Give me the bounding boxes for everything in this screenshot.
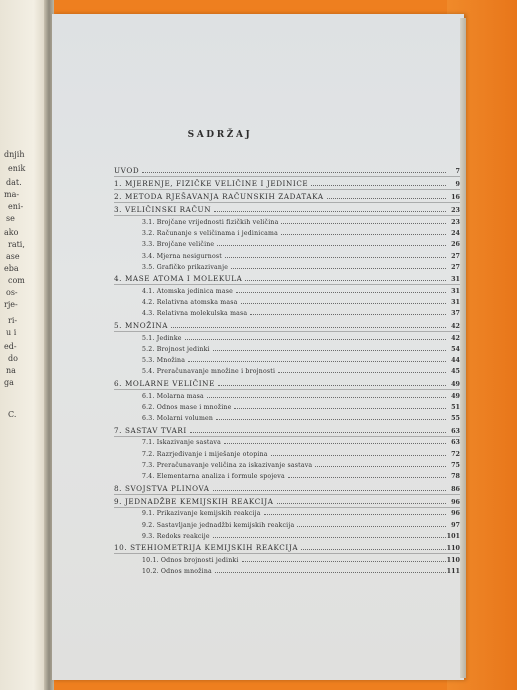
toc-page-number: 37 (451, 309, 460, 318)
page-edge (460, 18, 466, 678)
toc-leader-dots (231, 267, 446, 269)
toc-label: 5. MNOŽINA (114, 321, 168, 331)
toc-page-number: 49 (451, 391, 460, 400)
toc-label: 10.1. Odnos brojnosti jedinki (142, 557, 239, 564)
toc-label: 4.1. Atomska jedinica mase (142, 288, 233, 295)
toc-page-number: 63 (451, 426, 460, 435)
toc-section-row (114, 306, 460, 318)
toc-page-number: 55 (451, 414, 460, 422)
left-page-text: rje- (4, 300, 18, 309)
toc-section-row (114, 295, 460, 307)
toc-leader-dots (188, 360, 446, 362)
left-page-text: ri- (8, 316, 18, 325)
toc-label: 5.1. Jedinke (142, 334, 182, 342)
toc-chapter-row (114, 177, 460, 189)
toc-section-row (114, 237, 460, 249)
toc-label: 7.3. Preračunavanje veličina za iskazivanje sastava (142, 461, 313, 469)
toc-page-number: 72 (451, 449, 460, 458)
toc-chapter-row (114, 190, 460, 202)
toc-page-number: 31 (451, 275, 460, 284)
toc-page-number: 9 (455, 180, 460, 189)
left-page-text: ase (6, 252, 20, 261)
left-page-text: dnjih (4, 150, 25, 159)
toc-label: 1. MJERENJE, FIZIČKE VELIČINE I JEDINICE (114, 179, 309, 189)
toc-section-row (114, 284, 460, 296)
toc-section-row (114, 226, 460, 238)
toc-page-number: 63 (451, 438, 460, 447)
left-page-text: ga (4, 378, 14, 387)
left-page-text: u i (6, 328, 17, 337)
contents-page (52, 14, 464, 680)
left-page-text: do (8, 354, 18, 363)
toc-label: 4. MASE ATOMA I MOLEKULA (114, 274, 243, 284)
toc-page-number: 51 (451, 402, 460, 411)
toc-page-number: 42 (451, 322, 460, 331)
toc-label: 9.3. Redoks reakcije (142, 532, 210, 540)
toc-label: 5.4. Preračunavanje množine i brojnosti (142, 368, 276, 376)
toc-section-row (114, 249, 460, 261)
toc-section-row (114, 353, 460, 365)
toc-leader-dots (213, 536, 446, 538)
toc-section-row (114, 469, 460, 481)
toc-page-number: 16 (451, 193, 460, 202)
toc-label: 9. JEDNADŽBE KEMIJSKIH REAKCIJA (114, 496, 274, 506)
toc-page-number: 44 (451, 356, 460, 365)
toc-leader-dots (301, 548, 446, 550)
toc-leader-dots (213, 349, 446, 351)
left-page-text: com (8, 276, 25, 285)
toc-label: 2. METODA RJEŠAVANJA RAČUNSKIH ZADATAKA (114, 192, 324, 202)
toc-leader-dots (214, 210, 446, 212)
toc-chapter-row (114, 319, 460, 331)
toc-section-row (114, 411, 460, 423)
left-page-text: rati, (8, 240, 25, 249)
toc-label: 6.2. Odnos mase i množine (142, 403, 232, 411)
toc-leader-dots (142, 171, 446, 173)
toc-leader-dots (281, 233, 446, 235)
toc-section-row (114, 518, 460, 530)
toc-leader-dots (241, 302, 446, 304)
toc-leader-dots (224, 442, 446, 444)
toc-label: 6.1. Molarna masa (142, 392, 204, 400)
left-page-text: os- (6, 288, 18, 297)
toc-leader-dots (315, 465, 446, 467)
toc-leader-dots (245, 279, 446, 281)
toc-label: 4.3. Relativna molekulska masa (142, 310, 248, 318)
toc-page-number: 96 (451, 509, 460, 518)
toc-section-row (114, 389, 460, 401)
toc-label: 3.4. Mjerna nesigurnost (142, 252, 222, 260)
left-page (0, 0, 48, 690)
toc-page-number: 111 (446, 567, 460, 576)
left-page-text: eba (4, 264, 19, 273)
toc-chapter-row (114, 203, 460, 215)
toc-page-number: 42 (451, 333, 460, 342)
toc-leader-dots (218, 384, 446, 386)
toc-label: 9.2. Sastavljanje jednadžbi kemijskih reakcija (142, 521, 295, 529)
toc-leader-dots (185, 338, 446, 340)
toc-page-number: 31 (451, 287, 460, 295)
toc-leader-dots (264, 513, 446, 515)
toc-label: 8. SVOJSTVA PLINOVA (114, 483, 210, 493)
toc-section-row (114, 260, 460, 272)
toc-label: 3.1. Brojčane vrijednosti fizičkih veličina (142, 218, 279, 226)
toc-leader-dots (327, 197, 446, 199)
toc-leader-dots (277, 502, 446, 504)
toc-label: 7. SASTAV TVARI (114, 425, 187, 435)
left-page-text: ako (4, 228, 19, 237)
toc-section-row (114, 215, 460, 227)
toc-leader-dots (250, 313, 446, 315)
toc-label: 3. VELIČINSKI RAČUN (114, 205, 212, 215)
toc-leader-dots (234, 407, 446, 409)
toc-page-number: 27 (451, 262, 460, 271)
toc-page-number: 24 (451, 229, 460, 238)
toc-section-row (114, 447, 460, 459)
toc-section-row (114, 458, 460, 470)
toc-leader-dots (271, 454, 446, 456)
toc-label: 10. STEHIOMETRIJA KEMIJSKIH REAKCIJA (114, 543, 299, 553)
toc-leader-dots (190, 431, 446, 433)
toc-page-number: 45 (451, 367, 460, 376)
toc-section-row (114, 342, 460, 354)
left-page-text: dat. (6, 178, 22, 187)
toc-leader-dots (217, 244, 446, 246)
toc-label: 6.3. Molarni volumen (142, 415, 214, 422)
left-page-text: se (6, 214, 15, 223)
toc-label: 10.2. Odnos množina (142, 568, 212, 576)
toc-leader-dots (278, 371, 446, 373)
toc-page-number: 54 (451, 344, 460, 353)
toc-leader-dots (225, 256, 446, 258)
toc-leader-dots (288, 476, 446, 478)
toc-label: 5.3. Množina (142, 357, 186, 365)
toc-label: 3.5. Grafičko prikazivanje (142, 263, 229, 271)
toc-page-number: 7 (455, 167, 460, 175)
toc-section-row (114, 564, 460, 576)
toc-chapter-row (114, 377, 460, 389)
toc-leader-dots (171, 326, 446, 328)
toc-label: 7.2. Razrjeđivanje i miješanje otopina (142, 450, 268, 458)
toc-leader-dots (213, 489, 446, 491)
toc-section-row (114, 400, 460, 412)
toc-label: 7.1. Iskazivanje sastava (142, 439, 221, 447)
toc-leader-dots (215, 571, 446, 573)
toc-page-number: 86 (451, 484, 460, 493)
toc-page-number: 75 (451, 460, 460, 469)
toc-leader-dots (207, 396, 446, 398)
toc-label: 4.2. Relativna atomska masa (142, 299, 238, 307)
toc-page-number: 96 (451, 497, 460, 506)
toc-page-number: 31 (451, 298, 460, 307)
toc-page-number: 27 (451, 251, 460, 260)
left-page-text: ma- (4, 190, 20, 199)
toc-label: 7.4. Elementarna analiza i formule spojeva (142, 472, 285, 480)
toc-section-row (114, 553, 460, 565)
toc-section-row (114, 435, 460, 447)
toc-section-row (114, 529, 460, 541)
toc-page-number: 23 (451, 206, 460, 215)
left-page-text: enik (8, 164, 26, 173)
toc-page-number: 101 (446, 531, 460, 540)
toc-section-row (114, 506, 460, 518)
left-page-text: C. (8, 410, 17, 419)
toc-leader-dots (236, 291, 446, 293)
toc-chapter-row (114, 495, 460, 507)
toc-label: 3.3. Brojčane veličine (142, 241, 215, 249)
toc-page-number: 110 (446, 544, 460, 553)
toc-page-number: 78 (451, 471, 460, 480)
toc-chapter-row (114, 424, 460, 436)
toc-page-number: 97 (451, 520, 460, 529)
left-page-text: eni- (8, 202, 24, 211)
toc-chapter-row (114, 164, 460, 176)
left-page-text: ed- (4, 342, 17, 351)
toc-label: 3.2. Računanje s veličinama i jedinicama (142, 230, 278, 238)
toc-leader-dots (242, 560, 446, 562)
toc-leader-dots (216, 418, 446, 420)
toc-page-number: 110 (446, 556, 460, 564)
toc-label: 6. MOLARNE VELIČINE (114, 379, 215, 388)
left-page-text: na (6, 366, 16, 375)
toc-label: 5.2. Brojnost jedinki (142, 345, 210, 353)
toc-label: UVOD (114, 166, 140, 175)
toc-section-row (114, 364, 460, 376)
toc-leader-dots (311, 184, 446, 186)
toc-section-row (114, 331, 460, 343)
toc-label: 9.1. Prikazivanje kemijskih reakcija (142, 510, 261, 518)
toc-chapter-row (114, 541, 460, 553)
toc-chapter-row (114, 482, 460, 494)
toc-page-number: 49 (451, 380, 460, 388)
contents-title: SADRŽAJ (187, 130, 253, 140)
toc-leader-dots (297, 525, 446, 527)
toc-page-number: 23 (451, 217, 460, 226)
toc-page-number: 26 (451, 240, 460, 249)
toc-leader-dots (281, 222, 446, 224)
toc-chapter-row (114, 272, 460, 284)
